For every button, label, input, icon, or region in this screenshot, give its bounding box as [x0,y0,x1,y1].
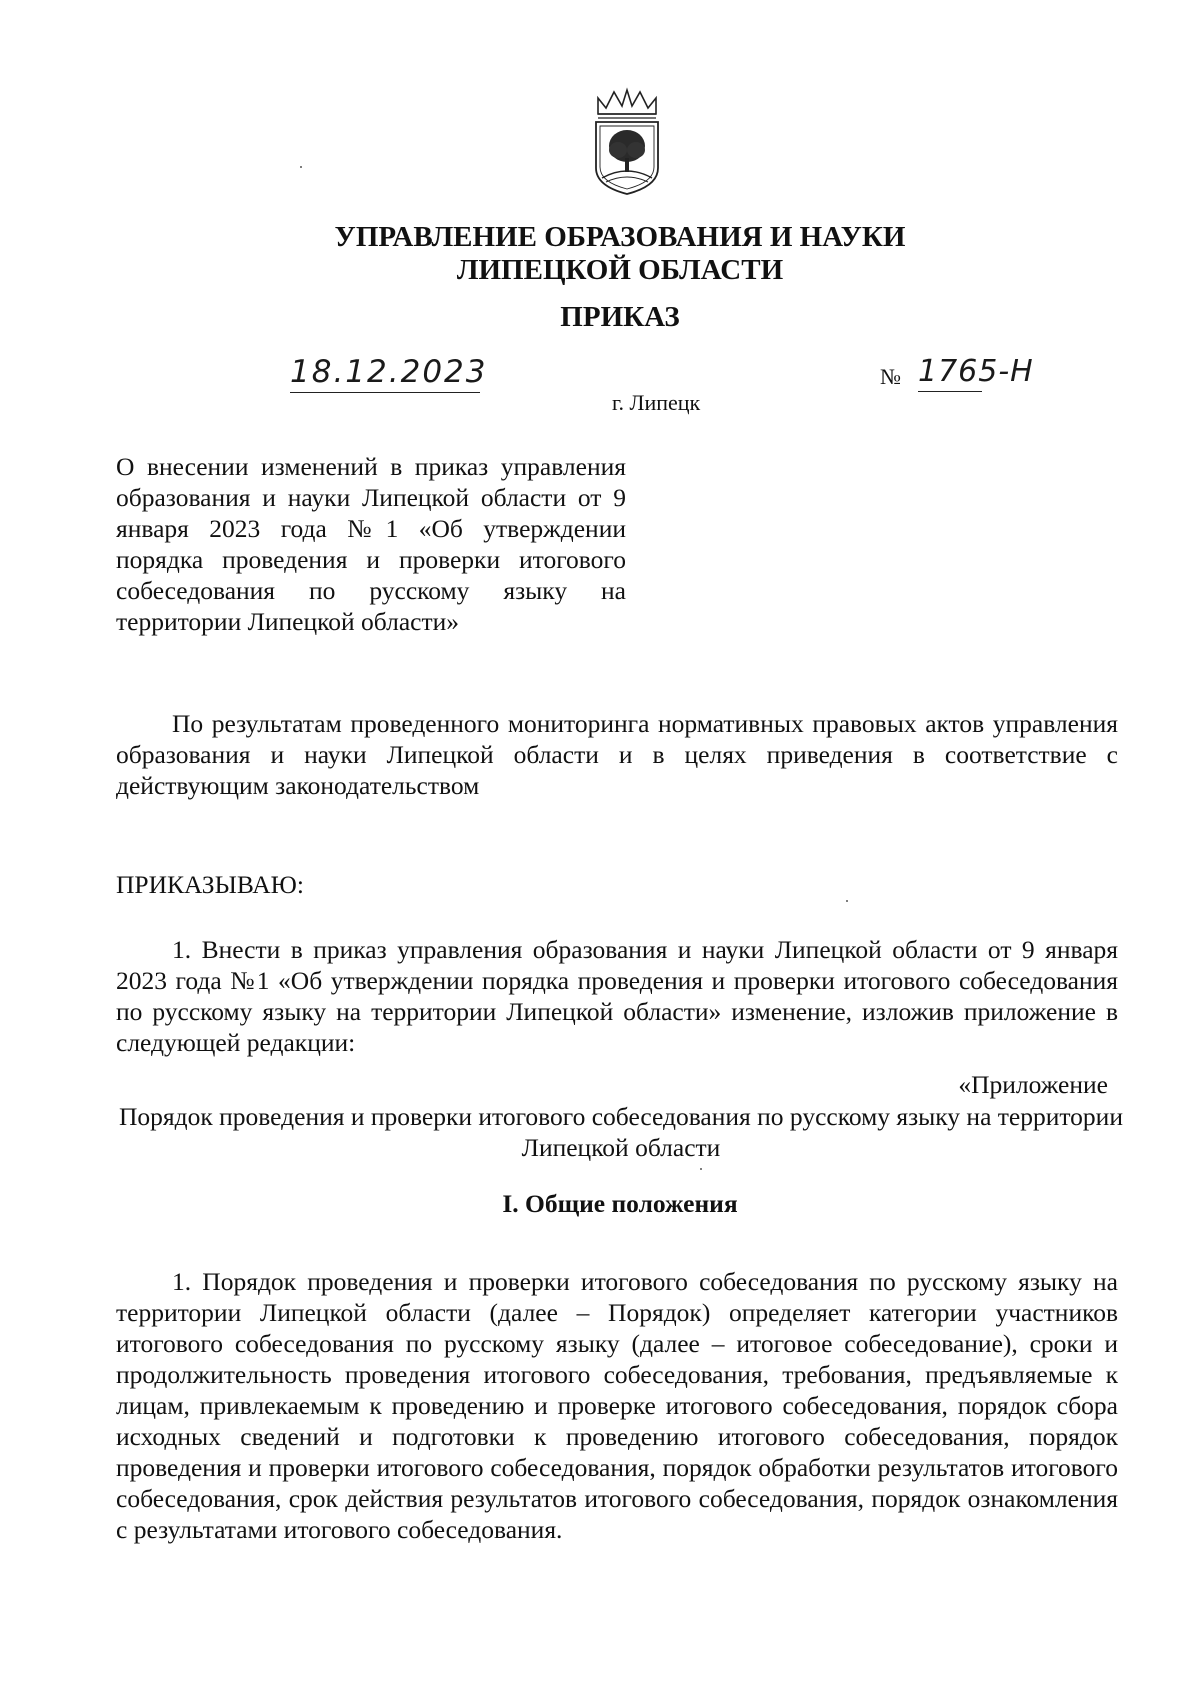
order-subject: О внесении изменений в приказ управления образования и науки Липецкой области от 9 января 2023 года №1 «Об утверждении порядка проведения и проверки итогового собеседования по русскому языку на территории Липецкой области» [116,452,626,636]
intro-paragraph: По результатам проведенного мониторинга нормативных правовых актов управления образования и науки Липецкой области и в целях приведения в соответствие с действующим законодательством [116,709,1118,800]
number-sign: № [880,364,901,389]
procedure-title: Порядок проведения и проверки итогового собеседования по русскому языку на территории Липецкой области [119,1102,1123,1162]
organization-name-line1: УПРАВЛЕНИЕ ОБРАЗОВАНИЯ И НАУКИ [334,221,906,253]
general-provisions-paragraph-1: 1. Порядок проведения и проверки итогового собеседования по русскому языку на территории Липецкой области (далее – Порядок) определяет категории участников итогового собеседования по русскому языку (далее – итоговое собеседование), сроки и продолжительность проведения итогового собеседования, требования, предъявляемые к лицам, привлекаемым к проведению и проверке итогового собеседования, порядок сбора исходных сведений и подготовки к проведению итогового собеседования, порядок проведения и проверки итогового собеседования, порядок обработки результатов итогового собеседования, срок действия результатов итогового собеседования, порядок ознакомления с результатами итогового собеседования. [116,1267,1118,1544]
order-directive-word: ПРИКАЗЫВАЮ: [116,870,304,899]
number-underline [918,391,982,392]
order-number-handwritten: 1765-Н [918,354,1034,389]
order-item-1: 1. Внести в приказ управления образования и науки Липецкой области от 9 января 2023 года №1 «Об утверждении порядка проведения и проверки итогового собеседования по русскому языку на территории Липецкой области» изменение, изложив приложение в следующей редакции: [116,935,1118,1057]
scan-speck [700,1168,702,1170]
scan-speck [300,166,302,168]
appendix-label: «Приложение [958,1070,1108,1099]
coat-of-arms-icon [588,86,666,196]
scan-speck [846,900,848,902]
organization-name-line2: ЛИПЕЦКОЙ ОБЛАСТИ [456,254,784,286]
issue-city: г. Липецк [612,390,701,415]
document-type-title: ПРИКАЗ [560,301,680,333]
section-heading: I. Общие положения [502,1189,738,1218]
order-date-handwritten: 18.12.2023 [290,352,480,393]
